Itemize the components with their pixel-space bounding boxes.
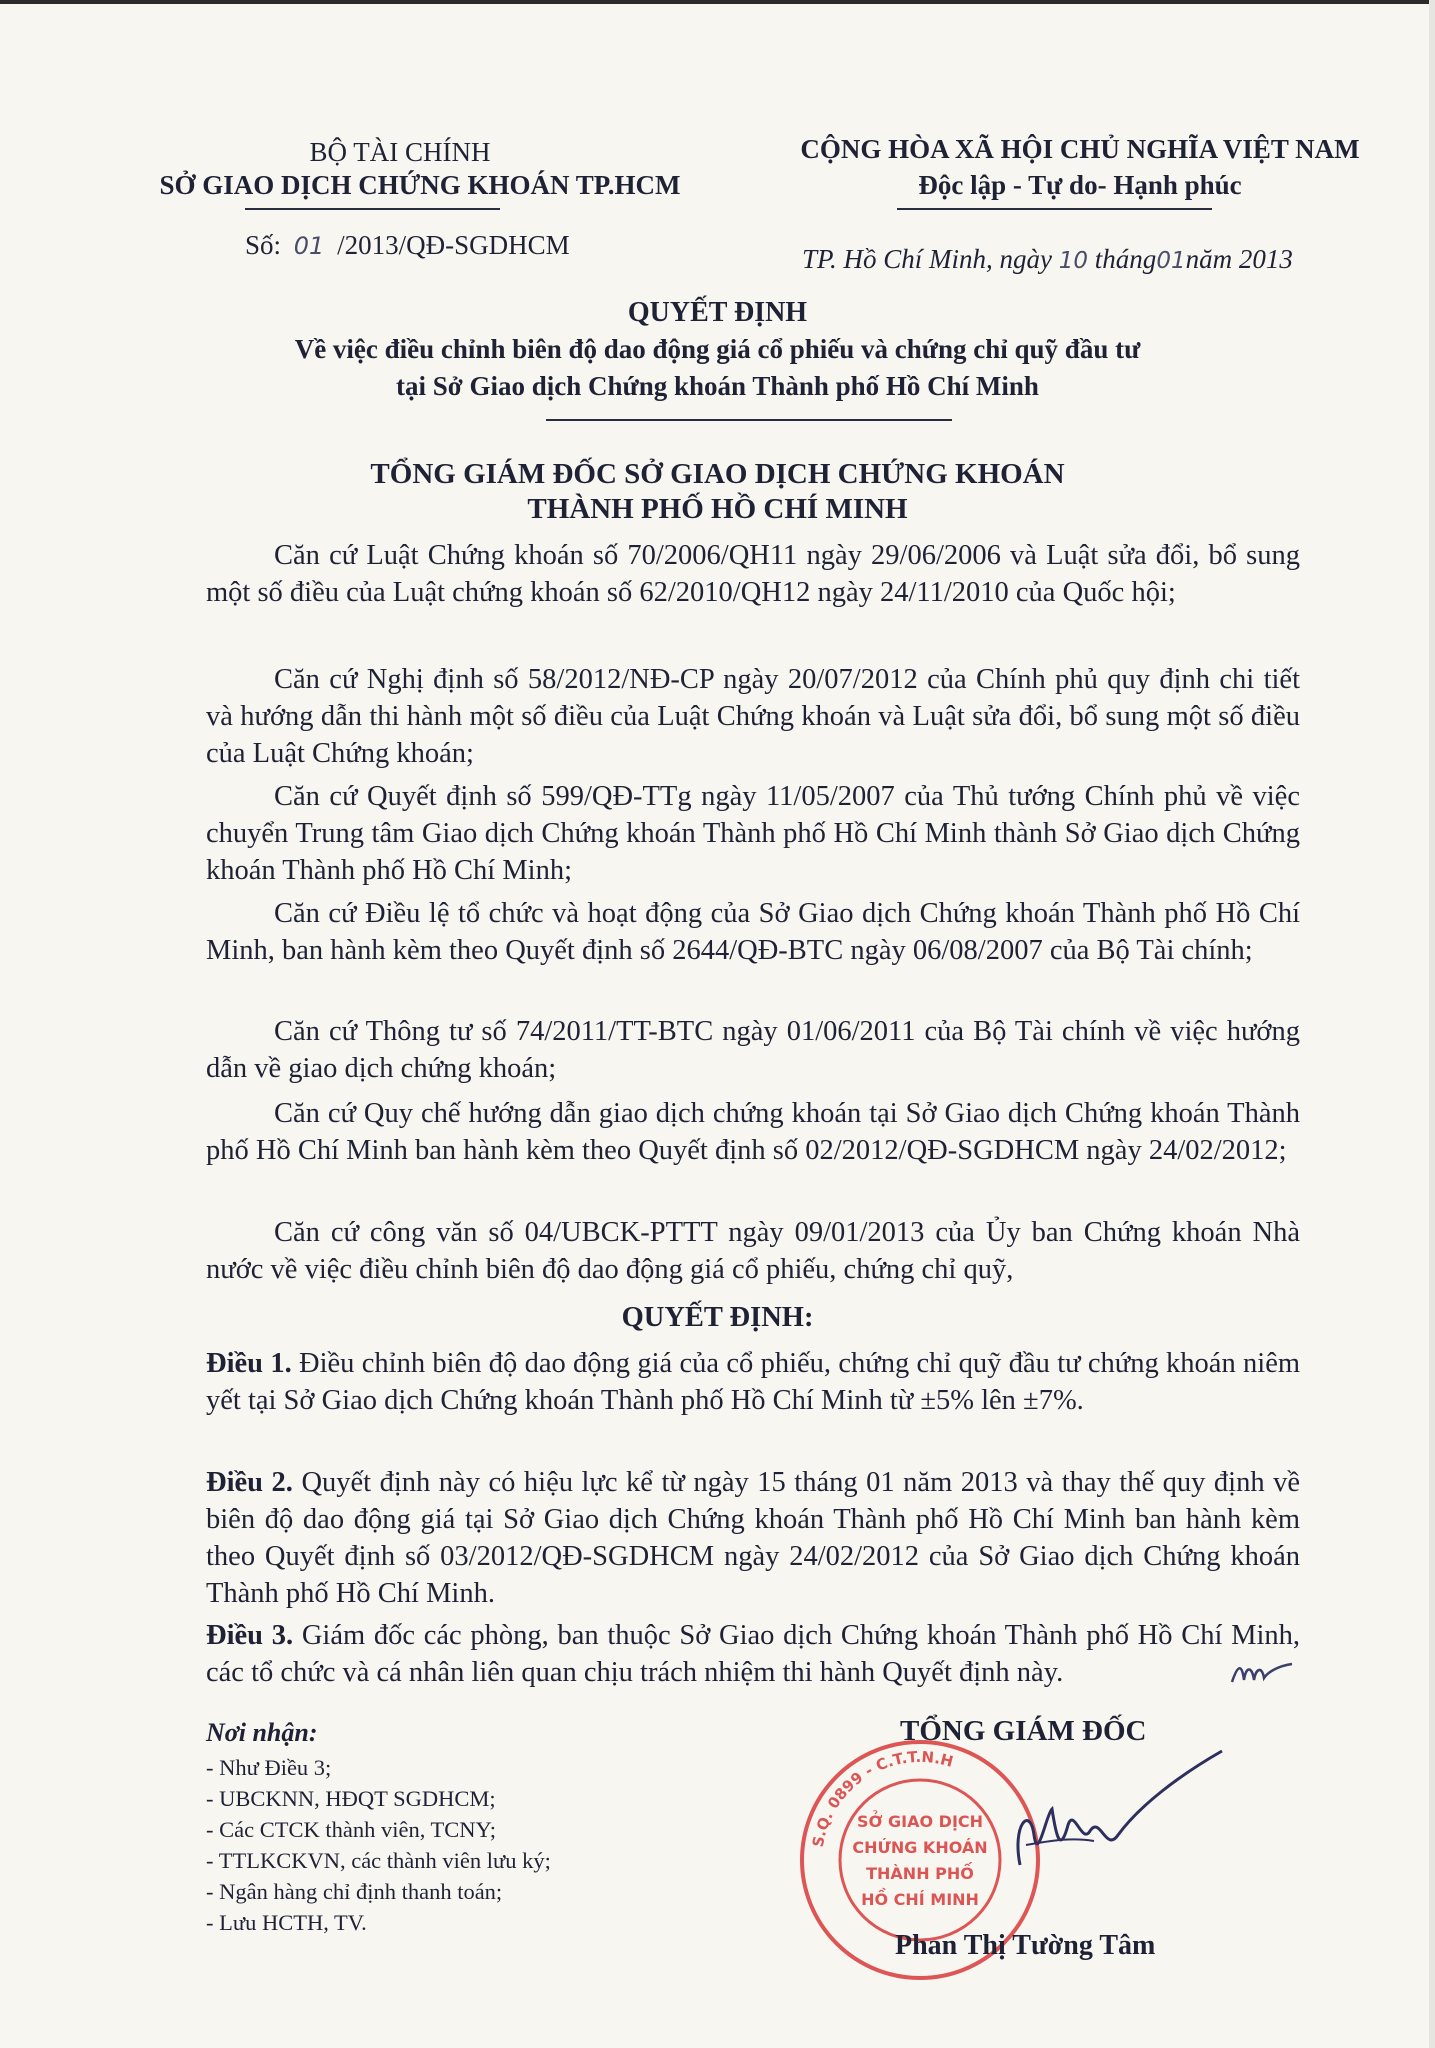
article-3-label: Điều 3. [206,1620,294,1651]
scan-top-edge [0,0,1435,4]
date-prefix: TP. Hồ Chí Minh, ngày [802,244,1053,274]
article-2-text: Quyết định này có hiệu lực kể từ ngày 15 tháng 01 năm 2013 và thay thế quy định về biên độ dao động giá tại Sở Giao dịch Chứng khoán Thành phố Hồ Chí Minh ban hành kèm theo Quyết định số 03/2012/QĐ-SGDHCM ngày 24/02/2012 của Sở Giao dịch Chứng khoán Thành phố Hồ Chí Minh. [206,1467,1301,1609]
document-date [802,244,1293,275]
stamp-line-3: THÀNH PHỐ [866,1864,974,1883]
signatory-name: Phan Thị Tường Tâm [895,1930,1156,1961]
exchange-name: SỞ GIAO DỊCH CHỨNG KHOÁN TP.HCM [159,170,681,200]
signatory-title: TỔNG GIÁM ĐỐC [900,1715,1147,1747]
national-motto: Độc lập - Tự do- Hạnh phúc [918,170,1242,200]
date-month: 01 [1156,248,1186,274]
date-month-label: tháng [1094,244,1157,274]
stamp-inner-ring [840,1780,1000,1940]
authority-line-2: THÀNH PHỐ HỒ CHÍ MINH [527,493,908,525]
preamble-paragraph: Căn cứ Thông tư số 74/2011/TT-BTC ngày 01/06/2011 của Bộ Tài chính về việc hướng dẫn về giao dịch chứng khoán; [206,1016,1300,1084]
article-1-label: Điều 1. [206,1348,292,1379]
article-2-label: Điều 2. [206,1467,293,1498]
article-2 [206,1464,1300,1612]
recipient-item: - UBCKNN, HĐQT SGDHCM; [206,1783,551,1814]
preamble-paragraph: Căn cứ Quyết định số 599/QĐ-TTg ngày 11/05/2007 của Thủ tướng Chính phủ về việc chuyển Trung tâm Giao dịch Chứng khoán Thành phố Hồ Chí Minh thành Sở Giao dịch Chứng khoán Thành phố Hồ Chí Minh; [206,781,1300,886]
article-1 [206,1345,1300,1419]
recipient-item: - Lưu HCTH, TV. [206,1907,551,1938]
stamp-ring-text: S.Q. 0899 - C.T.T.N.H [808,1747,956,1849]
preamble-paragraph: Căn cứ Nghị định số 58/2012/NĐ-CP ngày 20/07/2012 của Chính phủ quy định chi tiết và hướng dẫn thi hành một số điều của Luật Chứng khoán và Luật sửa đổi, bổ sung một số điều của Luật Chứng khoán; [206,664,1300,769]
preamble-paragraph: Căn cứ Điều lệ tổ chức và hoạt động của Sở Giao dịch Chứng khoán Thành phố Hồ Chí Minh, ban hành kèm theo Quyết định số 2644/QĐ-BTC ngày 06/08/2007 của Bộ Tài chính; [206,898,1300,966]
date-day: 10 [1058,248,1089,274]
authority-line-1: TỔNG GIÁM ĐỐC SỞ GIAO DỊCH CHỨNG KHOÁN [370,458,1065,490]
initials-mark [1228,1658,1298,1688]
date-year: năm 2013 [1185,244,1293,274]
recipient-item: - Ngân hàng chỉ định thanh toán; [206,1876,551,1907]
preamble-paragraph: Căn cứ công văn số 04/UBCK-PTTT ngày 09/01/2013 của Ủy ban Chứng khoán Nhà nước về việc điều chỉnh biên độ dao động giá cổ phiếu, chứng chỉ quỹ, [206,1217,1300,1285]
number-handwritten: 01 [293,232,325,260]
stamp-line-1: SỞ GIAO DỊCH [856,1812,984,1831]
decision-number [245,230,570,261]
stamp-line-4: HỒ CHÍ MINH [861,1890,979,1909]
number-label: Số: [245,230,282,260]
recipient-item: - TTLKCKVN, các thành viên lưu ký; [206,1845,551,1876]
recipients-list [206,1752,551,1938]
preamble-paragraph: Căn cứ Quy chế hướng dẫn giao dịch chứng khoán tại Sở Giao dịch Chứng khoán Thành phố Hồ Chí Minh ban hành kèm theo Quyết định số 02/2012/QĐ-SGDHCM ngày 24/02/2012; [206,1098,1300,1166]
article-3-text: Giám đốc các phòng, ban thuộc Sở Giao dịch Chứng khoán Thành phố Hồ Chí Minh, các tổ chức và cá nhân liên quan chịu trách nhiệm thi hành Quyết định này. [206,1620,1300,1688]
number-suffix: /2013/QĐ-SGDHCM [337,230,570,260]
subject-line-2: tại Sở Giao dịch Chứng khoán Thành phố Hồ Chí Minh [396,371,1039,401]
subject-line-1: Về việc điều chỉnh biên độ dao động giá cổ phiếu và chứng chỉ quỹ đầu tư [294,334,1141,364]
ministry-name: BỘ TÀI CHÍNH [309,137,491,167]
recipients-title: Nơi nhận: [206,1718,318,1747]
right-header-rule [897,208,1212,210]
country-name: CỘNG HÒA XÃ HỘI CHỦ NGHĨA VIỆT NAM [800,134,1360,164]
title-rule [546,419,952,421]
recipient-item: - Như Điều 3; [206,1752,551,1783]
article-1-text: Điều chỉnh biên độ dao động giá của cổ phiếu, chứng chỉ quỹ đầu tư chứng khoán niêm yết tại Sở Giao dịch Chứng khoán Thành phố Hồ Chí Minh từ ±5% lên ±7%. [206,1348,1301,1416]
preamble-paragraph: Căn cứ Luật Chứng khoán số 70/2006/QH11 ngày 29/06/2006 và Luật sửa đổi, bổ sung một số điều của Luật chứng khoán số 62/2010/QH12 ngày 24/11/2010 của Quốc hội; [206,540,1300,608]
document-title: QUYẾT ĐỊNH [627,297,808,328]
stamp-line-2: CHỨNG KHOÁN [852,1838,988,1857]
recipient-item: - Các CTCK thành viên, TCNY; [206,1814,551,1845]
left-header-rule [245,208,500,210]
article-3 [206,1617,1300,1691]
decision-heading: QUYẾT ĐỊNH: [621,1302,814,1333]
handwritten-signature [990,1745,1230,1895]
